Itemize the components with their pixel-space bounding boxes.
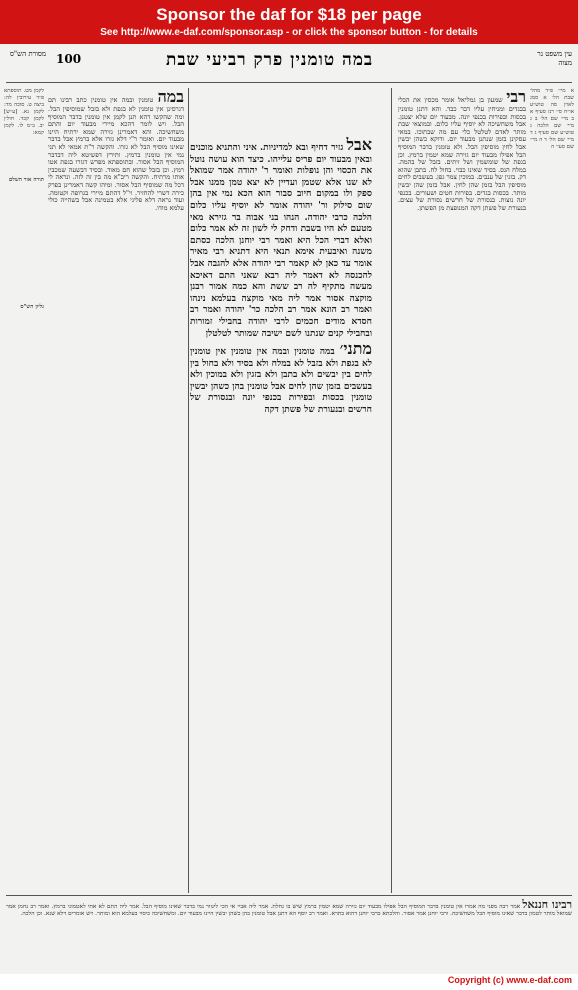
tosafot-text: טומנין ובמה אין טומנין כתב רבינו תם דגרסינן אין טומנין לא בגפת ולא בזבל שמוסיפין הבל. ומה שהקשו דהא תנן לקמן אין טומנין בדבר המוסיף הבל. ויש לומר דהכא מיירי מבעוד יום והתם משחשיכה. והא דאמרינן גזירה שמא ירתיח היינו מבעוד יום. ואומר ר"י דלא גזרו אלא ברמץ אבל בדבר שאינו מוסיף הבל לא גזרו. והקשה ר"ת אמאי לא תני נמי אין טומנין ברמץ. ותירץ דפשיטא ליה דבדבר המוסיף הבל אסור. ובתוספתא מפרש דגזרו בגפת אטו רמץ. וכן בזבל שהוא חם מאוד. ובסיד דבשעה שמכבין אותו מרתיח. והקשה ריב"א מה בין זה לזה. ונראה לי דכל מה שמוסיף הבל אסור. ומיהו קשה דאמרינן בפרק כירה דשרי להחזיר. וי"ל דהתם מיירי בגרופה וקטומה. ועוד נראה דלא פליגי אלא בטמינה אבל בשהייה כולי עלמא מודו.: [48, 96, 184, 212]
rashi-text: שמעון בן גמליאל אומר מכסין את הכלי בבגדים ומניחין עליו דבר כבד. והא דתנן טומנין בכסות ובפירות בכנפי יונה. מבעוד יום שלא יצטנן. אבל משחשיכה לא יוסיף עליו כלום. ובמוצאי שבת מותר לאדם לטלטל כלי עם מה שבתוכו. במאי עסקינן בזמן שנתנן מבעוד יום. ודוקא כשהן יבשין אבל לחין מוסיפין הבל. ולא טומנין בדבר המוסיף הבל אפילו מבעוד יום גזירה שמא יטמין ברמץ. וכן בגפת של שומשמין ושל זיתים. בזבל של בהמה. במלח הגס. בסיד שאינו כבוי. בחול לח. בתבן שהוא דק. בזגין של ענבים. במוכין צמר גפן. בעשבים לחים מוסיפין הבל בזמן שהן לחין. אבל בזמן שהן יבשין מותר. בכסות בגדים. בפירות חטים ושעורים. בכנפי יונה נוצות. בנסורת של חרשים נסורת של עצים. בנעורת של פשתן דקה המנופצת מן הפשתן.: [398, 96, 526, 212]
gilyon-heading: גליון הש"ס: [20, 304, 44, 310]
page-number: 100: [56, 52, 82, 66]
mesoret-notes: לקמן מט. תוספתא פ״ד עירובין לה: ביצה ט. סוכה מד: לקמן נא. [ע״ש] לקמן קכד. חולין יב. ב״מ לו. לקמן קמא:: [4, 88, 44, 136]
ein-mishpat-heading: עין משפט נר מצוה: [537, 50, 572, 67]
mesoret-heading: מסורת הש"ס: [9, 50, 46, 58]
gemara-text: גזיר דחיף ובא למדיניות. איני והתניא מוכנים ובאין מבעוד יום פריס עלייהו. כיצד הוא עושה נוטל את הכסוי והן נופלות ואומר ר' יהודה אמר שמואל לא שנו אלא שטמן ועדיין לא יצא טמן ממנו אבל ספק ולו במקום חיוב סבור הוא הכא נמי אין בהן שום סילוק ור' יהודה אומר לא יוסיף עליו כלום הלכה כרבי יהודה. הנהו בני אבוה בר גזירא מאי מטעם לא היו בשבת ודחק לי לשון זה לא אמר כלום ואלא דברי הכל היא ואמר רבי יוחנן הלכה כסתם משנה ואיבעית אימא תנאי היא דתניא רבי מאיר אומר עד כאן לא קאמר רבי יהודה אלא להגבה אבל להכנסה לא דאמר ליה רבא שאני התם דאיכא מעשה מתקיף לה רב ששת והא כמה אמור רבנן מוקצה אסור אמר ליה מאי מוקצה בעלמא נינהו ואמר רב הונא אמר רב הלכה כר' יהודה ואמר רב חסדא מודים חכמים לרבי יהודה בחבילי זמורות ובחבילי קנים שנתנו לשם ישיבה שמותר לטלטלן: [190, 143, 372, 339]
mesoret-column: [4, 88, 44, 888]
mishnah-headword: מתני׳: [339, 339, 372, 359]
rashi-column: [398, 88, 526, 893]
rabbeinu-chananel-headword: רבינו חננאל: [522, 899, 572, 911]
gemara-headword: אבל: [346, 136, 372, 154]
sponsor-subtitle[interactable]: See http://www.e-daf.com/sponsor.asp - or click the sponsor button - for details: [100, 27, 478, 38]
ein-mishpat-column: [530, 88, 574, 888]
mishnah-text: במה טומנין ובמה אין טומנין אין טומנין לא בגפת ולא בזבל לא במלח ולא בסיד ולא בחול בין לחים בין יבשים ולא בתבן ולא בזגין ולא במוכין ולא בעשבים בזמן שהן לחים אבל טומנין בהן כשהן יבשין טומנין בכסות ובפירות בכנפי יונה ובנסורת של חרשים ובנעורת של פשתן דקה: [190, 347, 372, 416]
rashi-headword: רבי: [506, 88, 526, 106]
copyright-link[interactable]: Copyright (c) www.e-daf.com: [447, 975, 572, 985]
sponsor-banner[interactable]: [0, 0, 578, 44]
gemara-column: [190, 136, 372, 796]
torah-or-heading: תורה אור השלם: [8, 177, 44, 183]
rabbeinu-chananel-section: [6, 899, 572, 969]
chapter-title: במה טומנין פרק רביעי שבת: [166, 50, 374, 70]
column-divider-right: [391, 88, 392, 893]
bottom-divider: [6, 895, 572, 896]
page-header: [6, 50, 572, 80]
sponsor-title[interactable]: Sponsor the daf for $18 per page: [156, 5, 422, 24]
tosafot-headword: במה: [157, 88, 184, 106]
tosafot-column: [48, 88, 184, 893]
header-divider: [6, 82, 572, 83]
ein-mishpat-notes: א מיי׳ פ״ד מהל׳ שבת הל׳ א סמג לאוין סה טוש״ע או״ח סי׳ רנז סעיף א ב מיי׳ שם הל׳ ב ג מיי׳ שם הלכה ג טוש״ע שם סעיף ג ד מיי׳ שם הל׳ ד ה מיי׳ שם סעי׳ ה: [530, 88, 574, 150]
page-footer: [0, 974, 578, 990]
rabbeinu-chananel-text: אמר רבה מפני מה אמרו אין טומנין בדבר המוסיף הבל אפילו מבעוד יום גזירה שמא יטמין ברמץ שיש בו גחלת. אמר ליה אביי אי הכי ליגזור נמי בדבר שאינו מוסיף הבל. אמר ליה התם לא אתי לאטמוני ברמץ. ואמר רב נחמן אמר שמואל מותר לטמון בדבר שאינו מוסיף הבל משחשיכה. ורבי יוחנן אמר אסור. והלכתא כרבי יוחנן דהוא בתרא. ואמר רב יוסף הא דתנן אבל טומנין בהן כשהן יבשין היינו מבעוד יום. ומשחשיכה כיסוי בעלמא הוא ומותר. ויש אומרים דלא שנא. וכן הלכה.: [6, 904, 572, 917]
daf-page: [0, 44, 578, 974]
column-divider-left: [188, 88, 189, 893]
